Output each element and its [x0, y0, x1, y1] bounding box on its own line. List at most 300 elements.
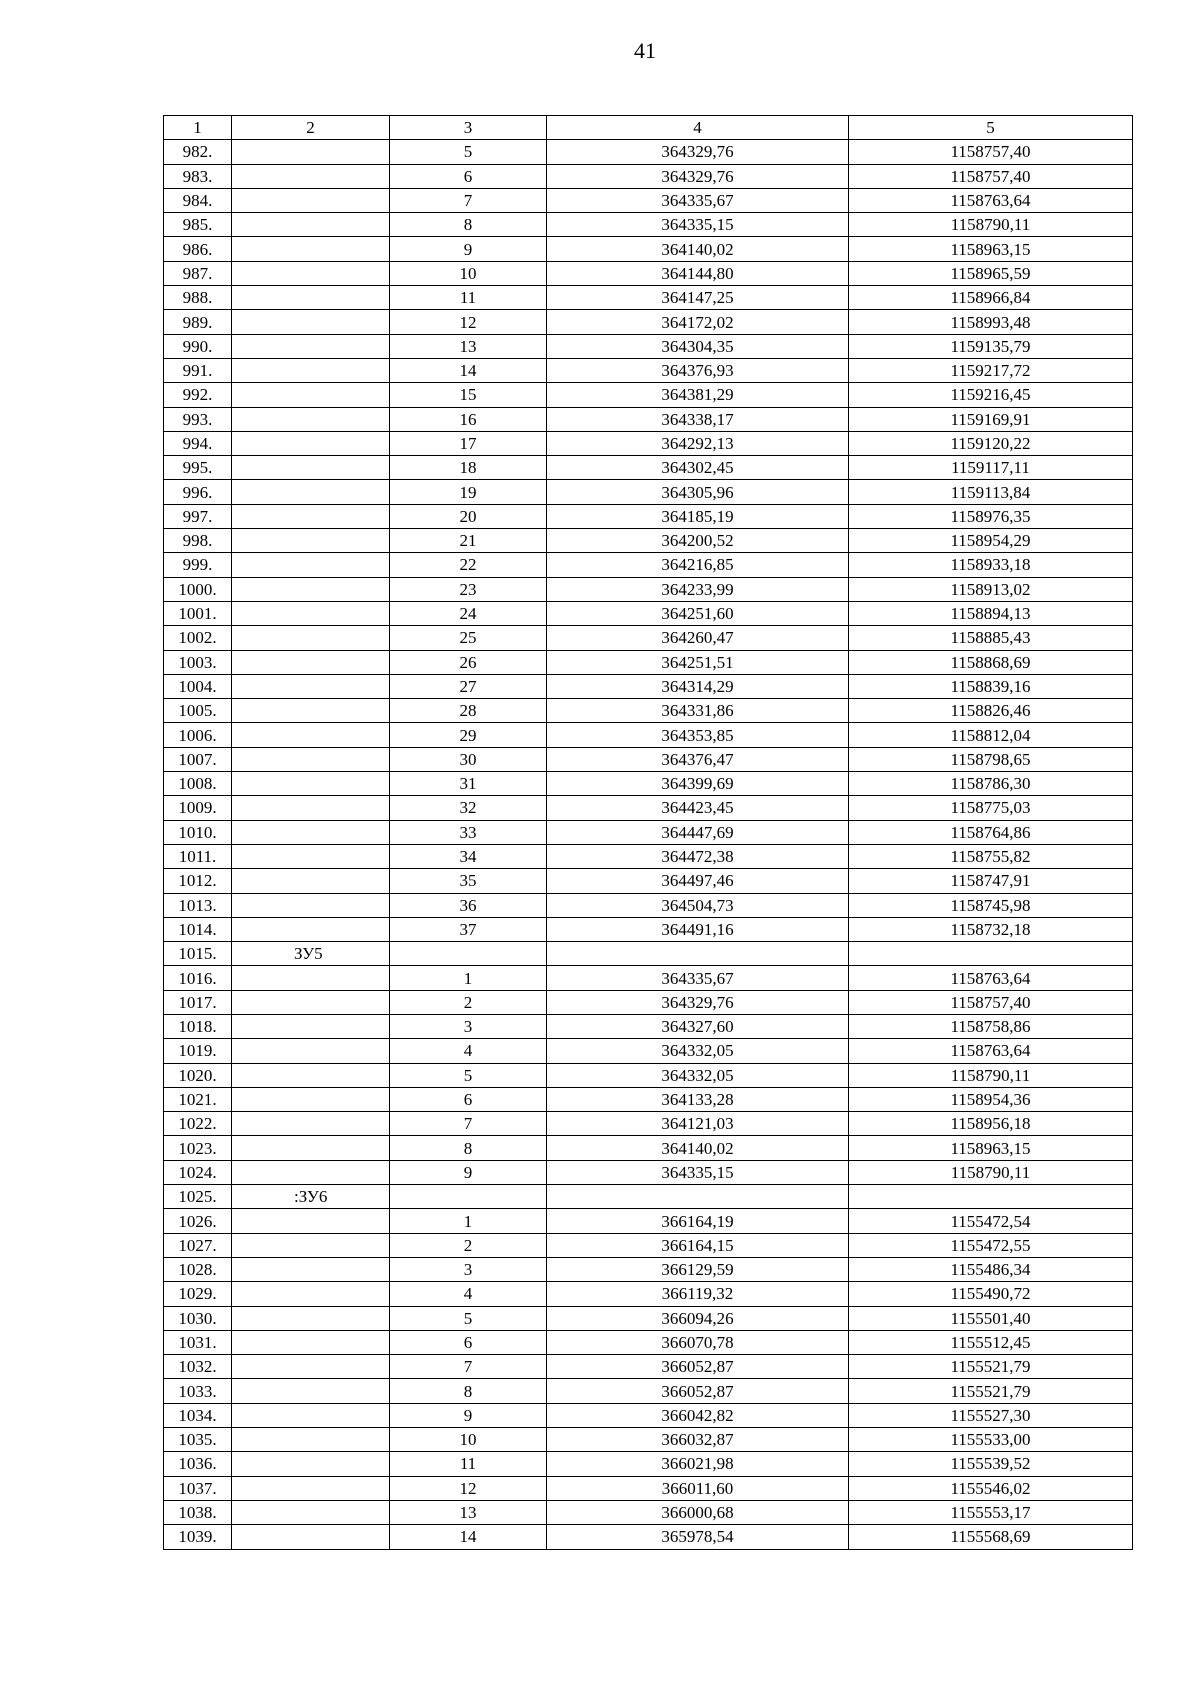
y-coordinate-cell: 1155472,55 — [849, 1233, 1133, 1257]
x-coordinate-cell: 364497,46 — [547, 869, 849, 893]
table-row — [164, 844, 1133, 868]
table-row — [164, 431, 1133, 455]
x-coordinate-cell: 364447,69 — [547, 820, 849, 844]
section-label-cell — [232, 1525, 390, 1549]
row-number-cell: 1034. — [164, 1403, 232, 1427]
section-label-cell — [232, 747, 390, 771]
section-label-cell — [232, 383, 390, 407]
y-coordinate-cell: 1158839,16 — [849, 674, 1133, 698]
y-coordinate-cell: 1155553,17 — [849, 1500, 1133, 1524]
x-coordinate-cell: 364314,29 — [547, 674, 849, 698]
row-number-cell: 999. — [164, 553, 232, 577]
x-coordinate-cell — [547, 1185, 849, 1209]
table-row — [164, 213, 1133, 237]
section-label-cell — [232, 1306, 390, 1330]
table-row — [164, 334, 1133, 358]
table-row — [164, 164, 1133, 188]
y-coordinate-cell — [849, 1185, 1133, 1209]
x-coordinate-cell: 364399,69 — [547, 772, 849, 796]
point-number-cell: 6 — [390, 164, 547, 188]
y-coordinate-cell: 1158798,65 — [849, 747, 1133, 771]
table-row — [164, 140, 1133, 164]
x-coordinate-cell: 366052,87 — [547, 1355, 849, 1379]
x-coordinate-cell: 366164,19 — [547, 1209, 849, 1233]
header-cell-1: 1 — [164, 116, 232, 140]
y-coordinate-cell: 1158965,59 — [849, 261, 1133, 285]
x-coordinate-cell: 364216,85 — [547, 553, 849, 577]
x-coordinate-cell: 364423,45 — [547, 796, 849, 820]
y-coordinate-cell: 1155521,79 — [849, 1379, 1133, 1403]
x-coordinate-cell: 364338,17 — [547, 407, 849, 431]
section-label-cell — [232, 358, 390, 382]
y-coordinate-cell: 1158933,18 — [849, 553, 1133, 577]
table-row — [164, 358, 1133, 382]
x-coordinate-cell: 364251,60 — [547, 601, 849, 625]
point-number-cell: 7 — [390, 1355, 547, 1379]
y-coordinate-cell: 1155490,72 — [849, 1282, 1133, 1306]
table-row — [164, 504, 1133, 528]
point-number-cell: 16 — [390, 407, 547, 431]
x-coordinate-cell: 364332,05 — [547, 1039, 849, 1063]
y-coordinate-cell: 1155546,02 — [849, 1476, 1133, 1500]
y-coordinate-cell: 1158732,18 — [849, 917, 1133, 941]
section-label-cell — [232, 577, 390, 601]
section-label-cell — [232, 820, 390, 844]
table-row — [164, 1330, 1133, 1354]
point-number-cell: 24 — [390, 601, 547, 625]
y-coordinate-cell: 1158786,30 — [849, 772, 1133, 796]
section-label-cell — [232, 1087, 390, 1111]
section-label-cell — [232, 188, 390, 212]
row-number-cell: 1004. — [164, 674, 232, 698]
row-number-cell: 1006. — [164, 723, 232, 747]
section-label-cell — [232, 917, 390, 941]
y-coordinate-cell: 1158764,86 — [849, 820, 1133, 844]
y-coordinate-cell: 1158954,29 — [849, 529, 1133, 553]
table-row — [164, 1403, 1133, 1427]
point-number-cell: 9 — [390, 1160, 547, 1184]
y-coordinate-cell: 1158885,43 — [849, 626, 1133, 650]
point-number-cell: 9 — [390, 237, 547, 261]
row-number-cell: 1007. — [164, 747, 232, 771]
row-number-cell: 1038. — [164, 1500, 232, 1524]
y-coordinate-cell — [849, 942, 1133, 966]
section-label-cell — [232, 1112, 390, 1136]
row-number-cell: 989. — [164, 310, 232, 334]
row-number-cell: 1018. — [164, 1014, 232, 1038]
point-number-cell: 3 — [390, 1014, 547, 1038]
y-coordinate-cell: 1158745,98 — [849, 893, 1133, 917]
table-row — [164, 990, 1133, 1014]
point-number-cell: 11 — [390, 286, 547, 310]
y-coordinate-cell: 1158747,91 — [849, 869, 1133, 893]
y-coordinate-cell: 1158826,46 — [849, 699, 1133, 723]
y-coordinate-cell: 1158963,15 — [849, 237, 1133, 261]
row-number-cell: 1029. — [164, 1282, 232, 1306]
row-number-cell: 1011. — [164, 844, 232, 868]
y-coordinate-cell: 1158913,02 — [849, 577, 1133, 601]
point-number-cell: 9 — [390, 1403, 547, 1427]
y-coordinate-cell: 1158963,15 — [849, 1136, 1133, 1160]
y-coordinate-cell: 1159216,45 — [849, 383, 1133, 407]
row-number-cell: 1010. — [164, 820, 232, 844]
point-number-cell: 36 — [390, 893, 547, 917]
x-coordinate-cell: 364491,16 — [547, 917, 849, 941]
point-number-cell: 19 — [390, 480, 547, 504]
point-number-cell: 35 — [390, 869, 547, 893]
table-row — [164, 1452, 1133, 1476]
point-number-cell: 7 — [390, 188, 547, 212]
row-number-cell: 1030. — [164, 1306, 232, 1330]
section-label-cell — [232, 723, 390, 747]
point-number-cell — [390, 1185, 547, 1209]
row-number-cell: 985. — [164, 213, 232, 237]
y-coordinate-cell: 1158954,36 — [849, 1087, 1133, 1111]
table-row — [164, 1039, 1133, 1063]
point-number-cell: 10 — [390, 261, 547, 285]
section-label-cell — [232, 990, 390, 1014]
point-number-cell: 28 — [390, 699, 547, 723]
x-coordinate-cell: 364332,05 — [547, 1063, 849, 1087]
x-coordinate-cell: 366094,26 — [547, 1306, 849, 1330]
point-number-cell: 33 — [390, 820, 547, 844]
table-body — [164, 140, 1133, 1549]
x-coordinate-cell: 366119,32 — [547, 1282, 849, 1306]
section-label-cell — [232, 626, 390, 650]
point-number-cell: 13 — [390, 334, 547, 358]
table-row — [164, 820, 1133, 844]
section-label-cell — [232, 796, 390, 820]
row-number-cell: 1025. — [164, 1185, 232, 1209]
row-number-cell: 988. — [164, 286, 232, 310]
section-label-cell — [232, 140, 390, 164]
row-number-cell: 1039. — [164, 1525, 232, 1549]
row-number-cell: 1033. — [164, 1379, 232, 1403]
section-label-cell — [232, 699, 390, 723]
table-row — [164, 1063, 1133, 1087]
x-coordinate-cell: 364140,02 — [547, 237, 849, 261]
section-label-cell — [232, 1500, 390, 1524]
section-label-cell — [232, 893, 390, 917]
x-coordinate-cell: 364147,25 — [547, 286, 849, 310]
x-coordinate-cell: 365978,54 — [547, 1525, 849, 1549]
point-number-cell: 6 — [390, 1087, 547, 1111]
y-coordinate-cell: 1158976,35 — [849, 504, 1133, 528]
y-coordinate-cell: 1155486,34 — [849, 1257, 1133, 1281]
x-coordinate-cell: 364329,76 — [547, 990, 849, 1014]
row-number-cell: 997. — [164, 504, 232, 528]
table-row — [164, 650, 1133, 674]
x-coordinate-cell: 364335,67 — [547, 188, 849, 212]
table-row — [164, 1136, 1133, 1160]
y-coordinate-cell: 1155521,79 — [849, 1355, 1133, 1379]
table-row — [164, 261, 1133, 285]
row-number-cell: 982. — [164, 140, 232, 164]
y-coordinate-cell: 1158790,11 — [849, 213, 1133, 237]
row-number-cell: 1002. — [164, 626, 232, 650]
row-number-cell: 986. — [164, 237, 232, 261]
y-coordinate-cell: 1158763,64 — [849, 188, 1133, 212]
x-coordinate-cell: 364121,03 — [547, 1112, 849, 1136]
x-coordinate-cell: 366042,82 — [547, 1403, 849, 1427]
section-label-cell — [232, 1428, 390, 1452]
table-row — [164, 966, 1133, 990]
table-row — [164, 772, 1133, 796]
point-number-cell: 34 — [390, 844, 547, 868]
x-coordinate-cell: 364172,02 — [547, 310, 849, 334]
y-coordinate-cell: 1158775,03 — [849, 796, 1133, 820]
point-number-cell: 37 — [390, 917, 547, 941]
point-number-cell: 27 — [390, 674, 547, 698]
section-label-cell — [232, 310, 390, 334]
section-label-cell — [232, 601, 390, 625]
point-number-cell: 11 — [390, 1452, 547, 1476]
point-number-cell: 12 — [390, 310, 547, 334]
section-label-cell — [232, 504, 390, 528]
y-coordinate-cell: 1155539,52 — [849, 1452, 1133, 1476]
row-number-cell: 1036. — [164, 1452, 232, 1476]
x-coordinate-cell: 364504,73 — [547, 893, 849, 917]
y-coordinate-cell: 1159217,72 — [849, 358, 1133, 382]
header-cell-3: 3 — [390, 116, 547, 140]
y-coordinate-cell: 1159120,22 — [849, 431, 1133, 455]
table-row — [164, 674, 1133, 698]
row-number-cell: 1020. — [164, 1063, 232, 1087]
row-number-cell: 1015. — [164, 942, 232, 966]
section-label-cell — [232, 1185, 390, 1209]
section-label-cell — [232, 431, 390, 455]
y-coordinate-cell: 1158755,82 — [849, 844, 1133, 868]
x-coordinate-cell: 364233,99 — [547, 577, 849, 601]
section-label-cell — [232, 1355, 390, 1379]
point-number-cell: 2 — [390, 1233, 547, 1257]
table-row — [164, 869, 1133, 893]
table-row — [164, 1014, 1133, 1038]
section-label-cell — [232, 650, 390, 674]
x-coordinate-cell: 364251,51 — [547, 650, 849, 674]
x-coordinate-cell: 364472,38 — [547, 844, 849, 868]
x-coordinate-cell: 364376,47 — [547, 747, 849, 771]
table-row — [164, 286, 1133, 310]
section-label-cell — [232, 966, 390, 990]
header-cell-2: 2 — [232, 116, 390, 140]
section-label-cell — [232, 772, 390, 796]
point-number-cell: 17 — [390, 431, 547, 455]
x-coordinate-cell: 366021,98 — [547, 1452, 849, 1476]
y-coordinate-cell: 1159113,84 — [849, 480, 1133, 504]
x-coordinate-cell: 364304,35 — [547, 334, 849, 358]
table-row — [164, 1476, 1133, 1500]
row-number-cell: 1019. — [164, 1039, 232, 1063]
row-number-cell: 1017. — [164, 990, 232, 1014]
x-coordinate-cell: 364292,13 — [547, 431, 849, 455]
row-number-cell: 994. — [164, 431, 232, 455]
point-number-cell: 22 — [390, 553, 547, 577]
point-number-cell: 18 — [390, 456, 547, 480]
table-row — [164, 747, 1133, 771]
x-coordinate-cell: 364133,28 — [547, 1087, 849, 1111]
section-label-cell — [232, 1209, 390, 1233]
row-number-cell: 990. — [164, 334, 232, 358]
table-row — [164, 796, 1133, 820]
y-coordinate-cell: 1155527,30 — [849, 1403, 1133, 1427]
row-number-cell: 992. — [164, 383, 232, 407]
row-number-cell: 1021. — [164, 1087, 232, 1111]
y-coordinate-cell: 1158812,04 — [849, 723, 1133, 747]
section-label-cell — [232, 407, 390, 431]
y-coordinate-cell: 1158790,11 — [849, 1063, 1133, 1087]
table-row — [164, 480, 1133, 504]
table-header-row — [164, 116, 1133, 140]
section-label-cell — [232, 1379, 390, 1403]
point-number-cell: 3 — [390, 1257, 547, 1281]
y-coordinate-cell: 1158763,64 — [849, 1039, 1133, 1063]
x-coordinate-cell: 366052,87 — [547, 1379, 849, 1403]
row-number-cell: 1027. — [164, 1233, 232, 1257]
x-coordinate-cell: 364329,76 — [547, 140, 849, 164]
y-coordinate-cell: 1158894,13 — [849, 601, 1133, 625]
point-number-cell: 5 — [390, 1306, 547, 1330]
section-label-cell — [232, 1282, 390, 1306]
section-label-cell — [232, 1233, 390, 1257]
x-coordinate-cell: 364185,19 — [547, 504, 849, 528]
y-coordinate-cell: 1158757,40 — [849, 990, 1133, 1014]
section-label-cell — [232, 844, 390, 868]
point-number-cell: 1 — [390, 1209, 547, 1233]
y-coordinate-cell: 1155472,54 — [849, 1209, 1133, 1233]
row-number-cell: 987. — [164, 261, 232, 285]
x-coordinate-cell: 364353,85 — [547, 723, 849, 747]
point-number-cell: 31 — [390, 772, 547, 796]
row-number-cell: 1022. — [164, 1112, 232, 1136]
table-row — [164, 577, 1133, 601]
table-row — [164, 1306, 1133, 1330]
x-coordinate-cell: 364331,86 — [547, 699, 849, 723]
x-coordinate-cell: 366000,68 — [547, 1500, 849, 1524]
y-coordinate-cell: 1155533,00 — [849, 1428, 1133, 1452]
point-number-cell: 20 — [390, 504, 547, 528]
table-row — [164, 1525, 1133, 1549]
row-number-cell: 1035. — [164, 1428, 232, 1452]
table-row — [164, 1257, 1133, 1281]
point-number-cell: 6 — [390, 1330, 547, 1354]
y-coordinate-cell: 1158757,40 — [849, 164, 1133, 188]
section-label-cell — [232, 1476, 390, 1500]
section-label-cell — [232, 1452, 390, 1476]
point-number-cell: 5 — [390, 1063, 547, 1087]
section-label-cell — [232, 1403, 390, 1427]
point-number-cell: 4 — [390, 1039, 547, 1063]
table-row — [164, 237, 1133, 261]
table-row — [164, 1379, 1133, 1403]
x-coordinate-cell: 364140,02 — [547, 1136, 849, 1160]
section-label-cell — [232, 1330, 390, 1354]
point-number-cell: 26 — [390, 650, 547, 674]
table-row — [164, 1428, 1133, 1452]
row-number-cell: 1003. — [164, 650, 232, 674]
y-coordinate-cell: 1158763,64 — [849, 966, 1133, 990]
section-label-cell — [232, 1257, 390, 1281]
section-label-cell — [232, 261, 390, 285]
x-coordinate-cell: 364335,67 — [547, 966, 849, 990]
table-row — [164, 723, 1133, 747]
x-coordinate-cell: 366011,60 — [547, 1476, 849, 1500]
point-number-cell: 23 — [390, 577, 547, 601]
row-number-cell: 1023. — [164, 1136, 232, 1160]
table-row — [164, 1355, 1133, 1379]
section-label-cell — [232, 942, 390, 966]
row-number-cell: 1037. — [164, 1476, 232, 1500]
header-cell-5: 5 — [849, 116, 1133, 140]
x-coordinate-cell: 366129,59 — [547, 1257, 849, 1281]
table-row — [164, 1233, 1133, 1257]
y-coordinate-cell: 1159117,11 — [849, 456, 1133, 480]
table-row — [164, 601, 1133, 625]
section-label-cell — [232, 1136, 390, 1160]
section-label-cell — [232, 1160, 390, 1184]
point-number-cell: 4 — [390, 1282, 547, 1306]
table-row — [164, 1160, 1133, 1184]
point-number-cell: 8 — [390, 1136, 547, 1160]
x-coordinate-cell: 364305,96 — [547, 480, 849, 504]
row-number-cell: 996. — [164, 480, 232, 504]
point-number-cell: 13 — [390, 1500, 547, 1524]
table-row — [164, 942, 1133, 966]
x-coordinate-cell: 364381,29 — [547, 383, 849, 407]
y-coordinate-cell: 1155501,40 — [849, 1306, 1133, 1330]
y-coordinate-cell: 1158790,11 — [849, 1160, 1133, 1184]
row-number-cell: 984. — [164, 188, 232, 212]
table-row — [164, 188, 1133, 212]
section-label-cell — [232, 164, 390, 188]
row-number-cell: 1000. — [164, 577, 232, 601]
y-coordinate-cell: 1155512,45 — [849, 1330, 1133, 1354]
y-coordinate-cell: 1158758,86 — [849, 1014, 1133, 1038]
x-coordinate-cell: 366164,15 — [547, 1233, 849, 1257]
section-label-cell — [232, 1063, 390, 1087]
row-number-cell: 1009. — [164, 796, 232, 820]
y-coordinate-cell: 1155568,69 — [849, 1525, 1133, 1549]
row-number-cell: 1001. — [164, 601, 232, 625]
page-number: 41 — [634, 38, 656, 63]
point-number-cell: 7 — [390, 1112, 547, 1136]
point-number-cell: 10 — [390, 1428, 547, 1452]
y-coordinate-cell: 1159135,79 — [849, 334, 1133, 358]
x-coordinate-cell: 366032,87 — [547, 1428, 849, 1452]
y-coordinate-cell: 1159169,91 — [849, 407, 1133, 431]
row-number-cell: 991. — [164, 358, 232, 382]
table-row — [164, 699, 1133, 723]
y-coordinate-cell: 1158993,48 — [849, 310, 1133, 334]
point-number-cell: 2 — [390, 990, 547, 1014]
table-row — [164, 1500, 1133, 1524]
row-number-cell: 995. — [164, 456, 232, 480]
row-number-cell: 1012. — [164, 869, 232, 893]
section-label-cell — [232, 1014, 390, 1038]
point-number-cell: 8 — [390, 1379, 547, 1403]
table-row — [164, 893, 1133, 917]
row-number-cell: 1031. — [164, 1330, 232, 1354]
row-number-cell: 1016. — [164, 966, 232, 990]
row-number-cell: 1024. — [164, 1160, 232, 1184]
row-number-cell: 1013. — [164, 893, 232, 917]
x-coordinate-cell — [547, 942, 849, 966]
row-number-cell: 983. — [164, 164, 232, 188]
point-number-cell: 5 — [390, 140, 547, 164]
point-number-cell: 14 — [390, 358, 547, 382]
y-coordinate-cell: 1158956,18 — [849, 1112, 1133, 1136]
section-label-cell — [232, 286, 390, 310]
